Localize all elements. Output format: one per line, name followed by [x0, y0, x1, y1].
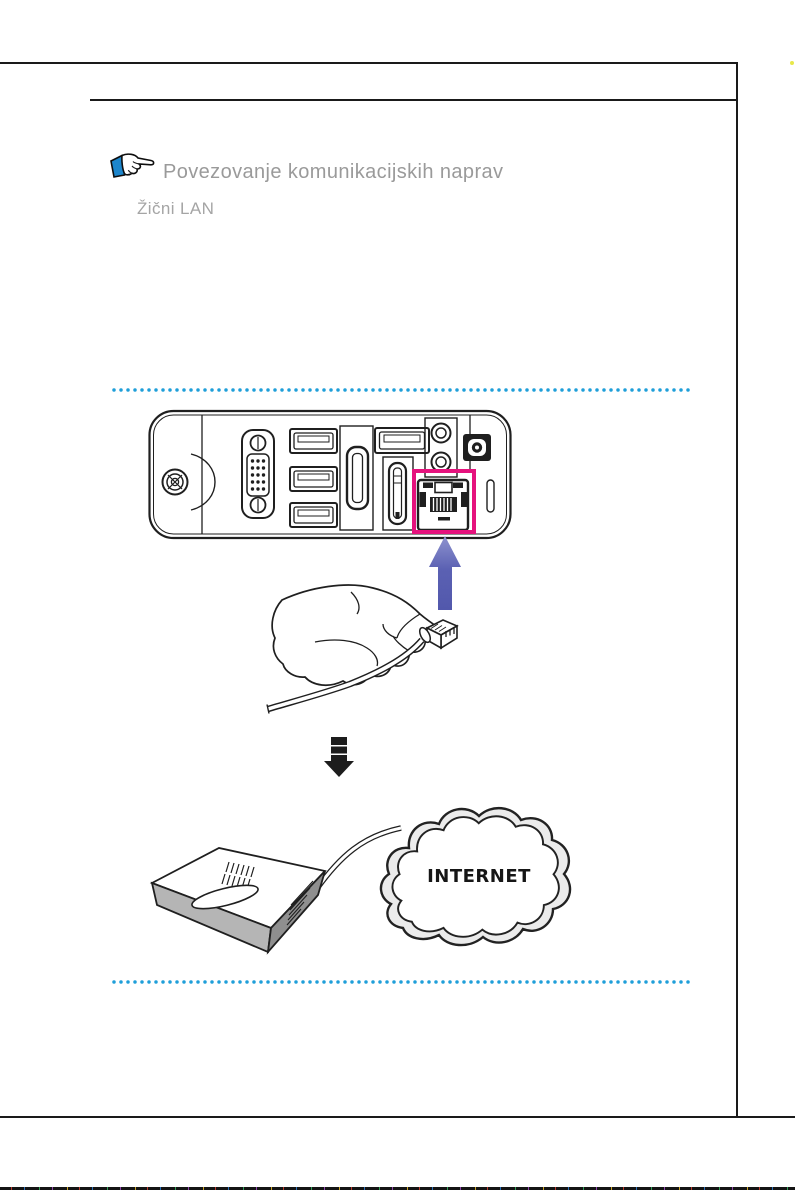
hand-with-lan-cable — [255, 578, 460, 720]
optical-spdif-port — [463, 434, 491, 461]
dotted-separator-top — [111, 387, 692, 393]
frame-top-line — [0, 62, 738, 64]
usb-ports-left — [290, 429, 337, 527]
internet-label: INTERNET — [427, 866, 531, 887]
frame-second-line — [90, 99, 738, 101]
frame-right-line — [736, 62, 738, 1118]
pointing-hand-icon — [109, 152, 156, 180]
section-title: Povezovanje komunikacijskih naprav — [163, 161, 504, 183]
lan-port — [418, 480, 468, 530]
frame-bottom-line — [0, 1116, 795, 1118]
router — [152, 848, 325, 952]
usb-port-top-right — [375, 428, 429, 453]
scan-noise-strip — [0, 1187, 795, 1190]
network-diagram — [145, 778, 580, 960]
scan-artifact-dot — [790, 61, 794, 65]
subsection-title: Žični LAN — [137, 199, 215, 218]
rear-panel-ports — [147, 408, 515, 548]
vga-port — [242, 430, 274, 518]
hand-outline — [272, 585, 443, 685]
dotted-separator-bottom — [111, 979, 692, 985]
down-arrow — [322, 736, 356, 778]
thumb-screw — [163, 470, 188, 495]
internet-cloud — [381, 808, 570, 945]
